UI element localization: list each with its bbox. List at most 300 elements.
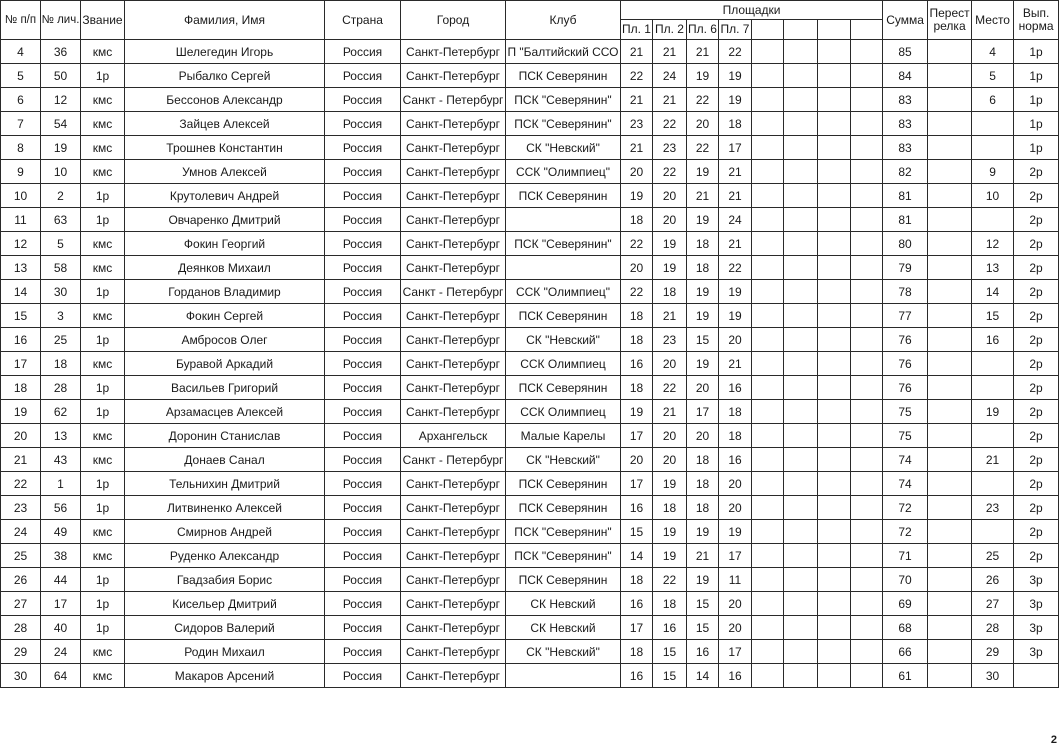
cell-venue-score-5 — [752, 520, 784, 544]
table-row — [1, 232, 1059, 256]
cell-place — [972, 472, 1014, 496]
cell-venue-score-6 — [784, 640, 818, 664]
cell-venue-score-3: 19 — [687, 208, 719, 232]
cell-num: 6 — [1, 88, 41, 112]
cell-place: 27 — [972, 592, 1014, 616]
cell-venue-score-2: 21 — [653, 88, 687, 112]
cell-country: Россия — [325, 568, 401, 592]
table-row — [1, 280, 1059, 304]
cell-venue-score-3: 14 — [687, 664, 719, 688]
cell-club — [506, 256, 621, 280]
cell-venue-score-3: 18 — [687, 496, 719, 520]
cell-venue-score-8 — [851, 208, 883, 232]
cell-venue-score-3: 18 — [687, 232, 719, 256]
cell-venue-score-2: 22 — [653, 568, 687, 592]
cell-name: Трошнев Константин — [125, 136, 325, 160]
cell-venue-score-5 — [752, 328, 784, 352]
cell-venue-score-2: 18 — [653, 496, 687, 520]
table-row — [1, 208, 1059, 232]
cell-club: ПСК Северянин — [506, 64, 621, 88]
cell-place — [972, 376, 1014, 400]
cell-place: 21 — [972, 448, 1014, 472]
cell-rank: 1р — [81, 616, 125, 640]
header-venue-1: Пл. 1 — [621, 20, 653, 40]
cell-name: Умнов Алексей — [125, 160, 325, 184]
cell-license: 3 — [41, 304, 81, 328]
header-venue-6 — [784, 20, 818, 40]
cell-venue-score-1: 18 — [621, 208, 653, 232]
cell-norm: 2р — [1014, 304, 1059, 328]
cell-name: Арзамасцев Алексей — [125, 400, 325, 424]
cell-venue-score-2: 21 — [653, 40, 687, 64]
cell-num: 26 — [1, 568, 41, 592]
cell-venue-score-4: 20 — [719, 328, 752, 352]
cell-city: Санкт-Петербург — [401, 544, 506, 568]
cell-club: ССК "Олимпиец" — [506, 280, 621, 304]
cell-rank: кмс — [81, 544, 125, 568]
cell-shootoff — [928, 256, 972, 280]
cell-num: 17 — [1, 352, 41, 376]
cell-norm: 1р — [1014, 112, 1059, 136]
cell-venue-score-6 — [784, 544, 818, 568]
cell-venue-score-4: 17 — [719, 544, 752, 568]
cell-license: 56 — [41, 496, 81, 520]
cell-venue-score-8 — [851, 40, 883, 64]
cell-shootoff — [928, 64, 972, 88]
cell-rank: 1р — [81, 496, 125, 520]
cell-city: Санкт-Петербург — [401, 160, 506, 184]
cell-sum: 75 — [883, 400, 928, 424]
cell-venue-score-5 — [752, 208, 784, 232]
cell-city: Санкт-Петербург — [401, 376, 506, 400]
header-venue-4: Пл. 7 — [719, 20, 752, 40]
cell-license: 5 — [41, 232, 81, 256]
cell-city: Санкт-Петербург — [401, 472, 506, 496]
cell-venue-score-2: 16 — [653, 616, 687, 640]
cell-venue-score-4: 21 — [719, 352, 752, 376]
cell-venue-score-8 — [851, 304, 883, 328]
cell-rank: 1р — [81, 568, 125, 592]
cell-venue-score-8 — [851, 64, 883, 88]
cell-venue-score-2: 19 — [653, 256, 687, 280]
cell-venue-score-1: 16 — [621, 496, 653, 520]
cell-norm: 2р — [1014, 448, 1059, 472]
table-row — [1, 328, 1059, 352]
cell-place: 19 — [972, 400, 1014, 424]
cell-shootoff — [928, 328, 972, 352]
cell-num: 9 — [1, 160, 41, 184]
table-row — [1, 568, 1059, 592]
cell-venue-score-1: 18 — [621, 328, 653, 352]
cell-venue-score-4: 16 — [719, 448, 752, 472]
cell-place — [972, 520, 1014, 544]
cell-venue-score-3: 19 — [687, 64, 719, 88]
cell-club: СК "Невский" — [506, 448, 621, 472]
cell-shootoff — [928, 472, 972, 496]
cell-city: Санкт-Петербург — [401, 520, 506, 544]
cell-venue-score-8 — [851, 112, 883, 136]
cell-shootoff — [928, 544, 972, 568]
cell-city: Санкт-Петербург — [401, 64, 506, 88]
cell-venue-score-1: 17 — [621, 424, 653, 448]
cell-place: 23 — [972, 496, 1014, 520]
cell-sum: 61 — [883, 664, 928, 688]
cell-venue-score-7 — [818, 520, 851, 544]
cell-shootoff — [928, 496, 972, 520]
cell-norm: 3р — [1014, 568, 1059, 592]
cell-club: ССК Олимпиец — [506, 400, 621, 424]
cell-venue-score-4: 21 — [719, 184, 752, 208]
cell-num: 14 — [1, 280, 41, 304]
cell-venue-score-5 — [752, 256, 784, 280]
cell-venue-score-4: 19 — [719, 280, 752, 304]
cell-club: ПСК Северянин — [506, 376, 621, 400]
cell-venue-score-6 — [784, 592, 818, 616]
cell-venue-score-4: 18 — [719, 424, 752, 448]
cell-num: 7 — [1, 112, 41, 136]
cell-name: Родин Михаил — [125, 640, 325, 664]
cell-venue-score-8 — [851, 88, 883, 112]
cell-venue-score-4: 18 — [719, 112, 752, 136]
cell-country: Россия — [325, 64, 401, 88]
cell-city: Санкт-Петербург — [401, 616, 506, 640]
cell-venue-score-1: 22 — [621, 232, 653, 256]
cell-venue-score-6 — [784, 472, 818, 496]
cell-place: 4 — [972, 40, 1014, 64]
cell-num: 21 — [1, 448, 41, 472]
cell-num: 10 — [1, 184, 41, 208]
cell-place: 25 — [972, 544, 1014, 568]
cell-venue-score-4: 17 — [719, 640, 752, 664]
cell-venue-score-1: 20 — [621, 160, 653, 184]
cell-num: 25 — [1, 544, 41, 568]
cell-venue-score-4: 18 — [719, 400, 752, 424]
cell-venue-score-7 — [818, 616, 851, 640]
cell-venue-score-6 — [784, 448, 818, 472]
cell-norm: 2р — [1014, 160, 1059, 184]
cell-norm: 2р — [1014, 376, 1059, 400]
header-venue-2: Пл. 2 — [653, 20, 687, 40]
cell-venue-score-2: 19 — [653, 520, 687, 544]
cell-club: СК Невский — [506, 616, 621, 640]
cell-rank: кмс — [81, 232, 125, 256]
cell-venue-score-8 — [851, 616, 883, 640]
header-sum: Сумма — [883, 1, 928, 40]
cell-club: СК Невский — [506, 592, 621, 616]
cell-venue-score-6 — [784, 256, 818, 280]
cell-name: Горданов Владимир — [125, 280, 325, 304]
cell-venue-score-7 — [818, 592, 851, 616]
cell-venue-score-7 — [818, 376, 851, 400]
cell-venue-score-4: 19 — [719, 88, 752, 112]
cell-venue-score-4: 16 — [719, 376, 752, 400]
cell-name: Гвадзабия Борис — [125, 568, 325, 592]
cell-venue-score-1: 18 — [621, 376, 653, 400]
cell-city: Санкт-Петербург — [401, 136, 506, 160]
cell-venue-score-2: 22 — [653, 112, 687, 136]
cell-sum: 66 — [883, 640, 928, 664]
cell-shootoff — [928, 136, 972, 160]
cell-sum: 68 — [883, 616, 928, 640]
header-city: Город — [401, 1, 506, 40]
cell-name: Овчаренко Дмитрий — [125, 208, 325, 232]
cell-sum: 84 — [883, 64, 928, 88]
cell-norm: 1р — [1014, 64, 1059, 88]
table-row — [1, 112, 1059, 136]
cell-club: ССК "Олимпиец" — [506, 160, 621, 184]
header-country: Страна — [325, 1, 401, 40]
cell-name: Донаев Санал — [125, 448, 325, 472]
cell-venue-score-1: 22 — [621, 280, 653, 304]
cell-country: Россия — [325, 448, 401, 472]
table-row — [1, 520, 1059, 544]
cell-venue-score-1: 23 — [621, 112, 653, 136]
cell-license: 12 — [41, 88, 81, 112]
cell-venue-score-3: 18 — [687, 448, 719, 472]
table-row — [1, 496, 1059, 520]
cell-venue-score-8 — [851, 472, 883, 496]
cell-venue-score-6 — [784, 136, 818, 160]
cell-club: ПСК Северянин — [506, 472, 621, 496]
cell-city: Санкт-Петербург — [401, 112, 506, 136]
cell-venue-score-8 — [851, 544, 883, 568]
cell-sum: 83 — [883, 112, 928, 136]
cell-venue-score-2: 19 — [653, 472, 687, 496]
cell-venue-score-8 — [851, 400, 883, 424]
cell-sum: 77 — [883, 304, 928, 328]
cell-venue-score-5 — [752, 136, 784, 160]
cell-name: Тельнихин Дмитрий — [125, 472, 325, 496]
cell-venue-score-1: 17 — [621, 472, 653, 496]
cell-venue-score-6 — [784, 88, 818, 112]
cell-city: Архангельск — [401, 424, 506, 448]
cell-venue-score-7 — [818, 328, 851, 352]
cell-club: ПСК Северянин — [506, 496, 621, 520]
cell-venue-score-5 — [752, 448, 784, 472]
header-norm: Вып. норма — [1014, 1, 1059, 40]
cell-license: 30 — [41, 280, 81, 304]
cell-venue-score-3: 20 — [687, 376, 719, 400]
cell-venue-score-5 — [752, 664, 784, 688]
cell-shootoff — [928, 520, 972, 544]
cell-venue-score-2: 20 — [653, 424, 687, 448]
cell-venue-score-6 — [784, 424, 818, 448]
header-num: № п/п — [1, 1, 41, 40]
cell-venue-score-7 — [818, 664, 851, 688]
cell-venue-score-6 — [784, 208, 818, 232]
cell-country: Россия — [325, 280, 401, 304]
cell-name: Кисельер Дмитрий — [125, 592, 325, 616]
cell-venue-score-7 — [818, 136, 851, 160]
cell-place: 15 — [972, 304, 1014, 328]
cell-rank: кмс — [81, 40, 125, 64]
cell-venue-score-2: 22 — [653, 160, 687, 184]
cell-rank: кмс — [81, 640, 125, 664]
cell-norm: 2р — [1014, 424, 1059, 448]
cell-venue-score-2: 23 — [653, 328, 687, 352]
cell-country: Россия — [325, 544, 401, 568]
cell-shootoff — [928, 376, 972, 400]
cell-venue-score-1: 16 — [621, 352, 653, 376]
table-row — [1, 88, 1059, 112]
cell-venue-score-5 — [752, 112, 784, 136]
cell-norm: 2р — [1014, 328, 1059, 352]
cell-venue-score-4: 19 — [719, 64, 752, 88]
cell-venue-score-8 — [851, 136, 883, 160]
cell-venue-score-8 — [851, 448, 883, 472]
cell-sum: 82 — [883, 160, 928, 184]
cell-venue-score-5 — [752, 544, 784, 568]
page-number: 2 — [1050, 734, 1057, 746]
cell-venue-score-2: 20 — [653, 208, 687, 232]
cell-venue-score-1: 21 — [621, 40, 653, 64]
table-row — [1, 592, 1059, 616]
cell-venue-score-8 — [851, 160, 883, 184]
cell-venue-score-7 — [818, 256, 851, 280]
cell-country: Россия — [325, 640, 401, 664]
cell-license: 2 — [41, 184, 81, 208]
cell-num: 27 — [1, 592, 41, 616]
cell-venue-score-1: 16 — [621, 664, 653, 688]
cell-sum: 83 — [883, 88, 928, 112]
cell-norm: 3р — [1014, 592, 1059, 616]
cell-city: Санкт-Петербург — [401, 256, 506, 280]
cell-place — [972, 352, 1014, 376]
cell-rank: 1р — [81, 64, 125, 88]
cell-sum: 72 — [883, 496, 928, 520]
cell-venue-score-8 — [851, 640, 883, 664]
cell-club: ПСК "Северянин" — [506, 232, 621, 256]
cell-norm — [1014, 664, 1059, 688]
cell-venue-score-4: 19 — [719, 304, 752, 328]
cell-shootoff — [928, 424, 972, 448]
cell-venue-score-1: 20 — [621, 448, 653, 472]
cell-sum: 74 — [883, 448, 928, 472]
cell-venue-score-2: 23 — [653, 136, 687, 160]
cell-city: Санкт-Петербург — [401, 400, 506, 424]
cell-venue-score-3: 19 — [687, 520, 719, 544]
cell-city: Санкт - Петербург — [401, 280, 506, 304]
cell-city: Санкт-Петербург — [401, 232, 506, 256]
table-row — [1, 640, 1059, 664]
cell-venue-score-7 — [818, 208, 851, 232]
cell-city: Санкт-Петербург — [401, 640, 506, 664]
cell-sum: 78 — [883, 280, 928, 304]
cell-venue-score-6 — [784, 520, 818, 544]
header-venues: Площадки — [621, 1, 883, 20]
cell-place: 16 — [972, 328, 1014, 352]
cell-venue-score-5 — [752, 64, 784, 88]
cell-license: 40 — [41, 616, 81, 640]
cell-venue-score-3: 19 — [687, 352, 719, 376]
cell-name: Зайцев Алексей — [125, 112, 325, 136]
cell-venue-score-7 — [818, 640, 851, 664]
cell-venue-score-6 — [784, 112, 818, 136]
cell-name: Руденко Александр — [125, 544, 325, 568]
table-row — [1, 616, 1059, 640]
table-row — [1, 40, 1059, 64]
cell-venue-score-3: 21 — [687, 184, 719, 208]
cell-rank: кмс — [81, 136, 125, 160]
cell-name: Амбросов Олег — [125, 328, 325, 352]
cell-venue-score-4: 24 — [719, 208, 752, 232]
table-row — [1, 352, 1059, 376]
cell-norm: 2р — [1014, 232, 1059, 256]
cell-venue-score-7 — [818, 400, 851, 424]
cell-place — [972, 208, 1014, 232]
cell-venue-score-5 — [752, 184, 784, 208]
cell-shootoff — [928, 352, 972, 376]
cell-place: 14 — [972, 280, 1014, 304]
cell-sum: 76 — [883, 328, 928, 352]
table-row — [1, 256, 1059, 280]
cell-norm: 2р — [1014, 280, 1059, 304]
cell-norm: 3р — [1014, 616, 1059, 640]
cell-venue-score-1: 21 — [621, 88, 653, 112]
cell-name: Макаров Арсений — [125, 664, 325, 688]
cell-venue-score-5 — [752, 376, 784, 400]
cell-country: Россия — [325, 328, 401, 352]
cell-venue-score-5 — [752, 592, 784, 616]
cell-country: Россия — [325, 376, 401, 400]
cell-shootoff — [928, 448, 972, 472]
cell-venue-score-4: 22 — [719, 256, 752, 280]
cell-city: Санкт-Петербург — [401, 208, 506, 232]
cell-sum: 74 — [883, 472, 928, 496]
cell-venue-score-2: 20 — [653, 352, 687, 376]
cell-rank: 1р — [81, 400, 125, 424]
cell-rank: 1р — [81, 592, 125, 616]
cell-license: 17 — [41, 592, 81, 616]
header-venue-7 — [818, 20, 851, 40]
cell-name: Деянков Михаил — [125, 256, 325, 280]
cell-rank: 1р — [81, 184, 125, 208]
cell-venue-score-2: 15 — [653, 664, 687, 688]
cell-venue-score-5 — [752, 424, 784, 448]
table-row — [1, 544, 1059, 568]
cell-venue-score-4: 17 — [719, 136, 752, 160]
cell-shootoff — [928, 664, 972, 688]
cell-license: 24 — [41, 640, 81, 664]
cell-venue-score-8 — [851, 184, 883, 208]
cell-norm: 3р — [1014, 640, 1059, 664]
cell-sum: 70 — [883, 568, 928, 592]
cell-venue-score-3: 15 — [687, 616, 719, 640]
cell-shootoff — [928, 592, 972, 616]
header-venue-3: Пл. 6 — [687, 20, 719, 40]
cell-num: 23 — [1, 496, 41, 520]
cell-city: Санкт-Петербург — [401, 592, 506, 616]
cell-venue-score-6 — [784, 160, 818, 184]
cell-shootoff — [928, 40, 972, 64]
cell-venue-score-3: 17 — [687, 400, 719, 424]
header-rank: Звание — [81, 1, 125, 40]
cell-sum: 85 — [883, 40, 928, 64]
table-row — [1, 184, 1059, 208]
cell-venue-score-3: 20 — [687, 112, 719, 136]
cell-license: 54 — [41, 112, 81, 136]
cell-name: Фокин Георгий — [125, 232, 325, 256]
cell-shootoff — [928, 304, 972, 328]
cell-venue-score-5 — [752, 352, 784, 376]
cell-club: ПСК "Северянин" — [506, 88, 621, 112]
cell-sum: 72 — [883, 520, 928, 544]
cell-venue-score-8 — [851, 664, 883, 688]
cell-venue-score-1: 15 — [621, 520, 653, 544]
table-row — [1, 664, 1059, 688]
cell-venue-score-2: 21 — [653, 304, 687, 328]
cell-venue-score-1: 19 — [621, 184, 653, 208]
